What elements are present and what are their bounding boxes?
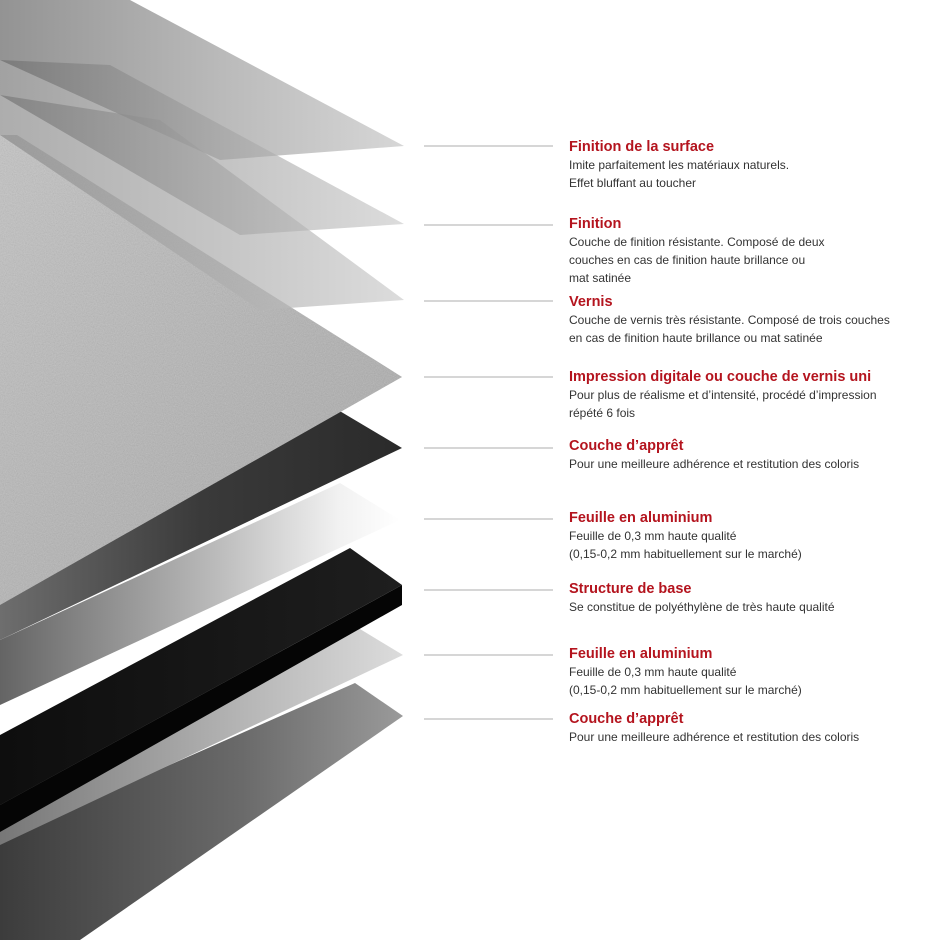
label-feuille-aluminium-bottom xyxy=(569,645,934,699)
label-title: Finition de la surface xyxy=(569,139,715,155)
label-description xyxy=(569,233,934,287)
label-structure-base xyxy=(569,580,934,616)
label-impression-digitale xyxy=(569,368,934,422)
leader-lines xyxy=(424,146,553,719)
label-description-line: Feuille de 0,3 mm haute qualité xyxy=(569,665,737,679)
label-description xyxy=(569,455,934,473)
label-description-line: répété 6 fois xyxy=(569,406,636,420)
label-description xyxy=(569,311,934,347)
label-description-line: en cas de finition haute brillance ou mat satinée xyxy=(569,331,823,345)
label-title: Feuille en aluminium xyxy=(569,510,713,526)
label-description-line: Pour plus de réalisme et d’intensité, procédé d’impression xyxy=(569,388,877,402)
label-finition xyxy=(569,215,934,287)
label-description xyxy=(569,527,934,563)
label-title: Impression digitale ou couche de vernis uni xyxy=(569,369,872,385)
label-description-line: mat satinée xyxy=(569,271,632,285)
label-description xyxy=(569,386,934,422)
label-title: Couche d’apprêt xyxy=(569,711,684,727)
label-description xyxy=(569,156,934,192)
label-description-line: Pour une meilleure adhérence et restitution des coloris xyxy=(569,457,860,471)
label-couche-appret-bottom xyxy=(569,710,934,746)
label-description xyxy=(569,598,934,616)
label-description xyxy=(569,663,934,699)
label-title: Feuille en aluminium xyxy=(569,646,713,662)
label-description-line: Pour une meilleure adhérence et restitution des coloris xyxy=(569,730,860,744)
label-vernis xyxy=(569,293,934,347)
label-description-line: (0,15-0,2 mm habituellement sur le marché) xyxy=(569,683,802,697)
label-title: Couche d’apprêt xyxy=(569,438,684,454)
label-description-line: Imite parfaitement les matériaux naturels. xyxy=(569,158,790,172)
label-description-line: Couche de finition résistante. Composé de deux xyxy=(569,235,825,249)
label-description-line: Se constitue de polyéthylène de très haute qualité xyxy=(569,600,835,614)
label-couche-appret-top xyxy=(569,437,934,473)
label-description-line: Feuille de 0,3 mm haute qualité xyxy=(569,529,737,543)
label-finition-surface xyxy=(569,138,934,192)
label-feuille-aluminium-top xyxy=(569,509,934,563)
label-description-line: couches en cas de finition haute brillance ou xyxy=(569,253,806,267)
label-title: Structure de base xyxy=(569,581,692,597)
label-description-line: (0,15-0,2 mm habituellement sur le marché) xyxy=(569,547,802,561)
label-description-line: Effet bluffant au toucher xyxy=(569,176,696,190)
label-description-line: Couche de vernis très résistante. Composé de trois couches xyxy=(569,313,890,327)
label-title: Vernis xyxy=(569,294,613,310)
label-description xyxy=(569,728,934,746)
label-title: Finition xyxy=(569,216,622,232)
